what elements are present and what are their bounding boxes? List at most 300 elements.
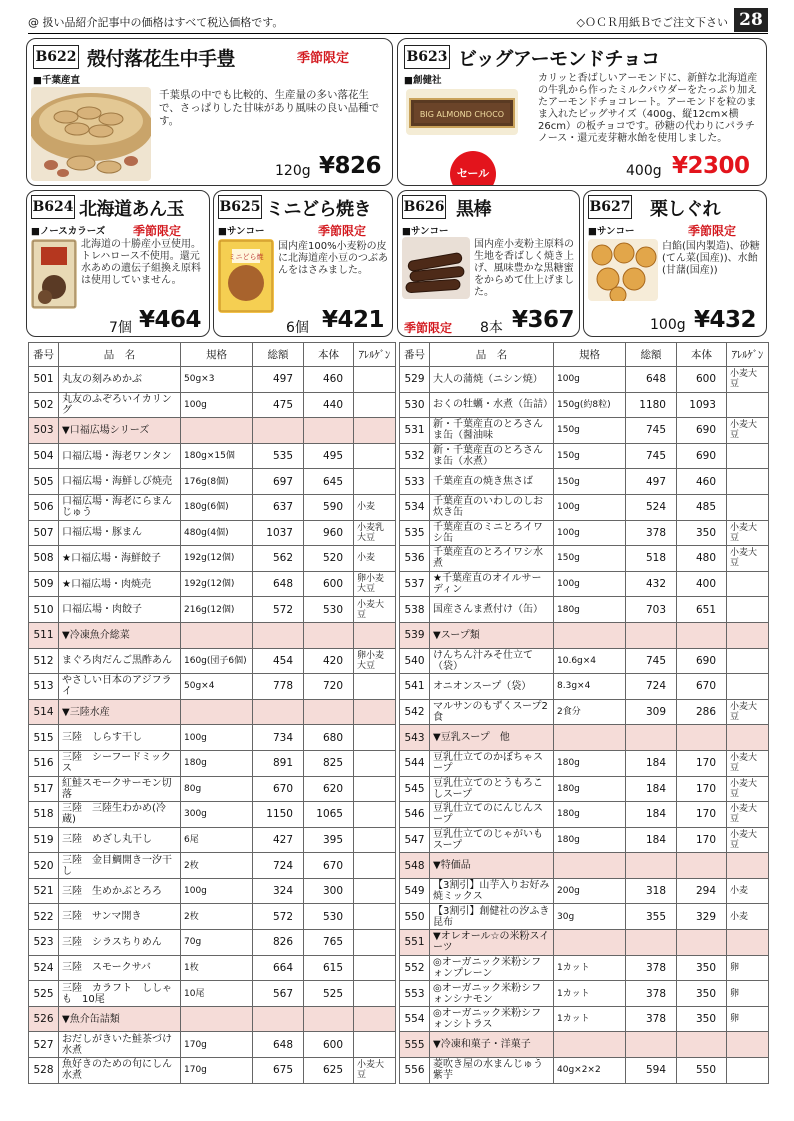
item-number: 519 — [29, 827, 59, 853]
item-number: 521 — [29, 878, 59, 904]
item-allergen — [354, 725, 396, 751]
item-total-price — [626, 622, 677, 648]
item-name: 豆乳仕立てのかぼちゃスープ — [430, 750, 554, 776]
item-name: おくの牡蠣・水煮（缶詰） — [430, 392, 554, 418]
table-row[interactable] — [400, 443, 769, 469]
table-row[interactable] — [400, 853, 769, 879]
item-base-price: 1065 — [304, 802, 354, 828]
item-name: 千葉産直のとろイワシ水煮 — [430, 546, 554, 572]
item-base-price: 170 — [677, 750, 727, 776]
table-row[interactable] — [400, 1058, 769, 1084]
product-title: 栗しぐれ — [650, 199, 720, 220]
item-name: オニオンスープ（袋） — [430, 674, 554, 700]
product-card-b623[interactable] — [397, 38, 767, 186]
table-row[interactable] — [400, 827, 769, 853]
item-allergen: 小麦大豆 — [354, 597, 396, 623]
item-base-price: 670 — [677, 674, 727, 700]
item-spec: 180g×15個 — [181, 443, 253, 469]
table-row[interactable] — [400, 750, 769, 776]
item-total-price: 378 — [626, 955, 677, 981]
kurishigure-image — [588, 239, 658, 301]
item-number: 504 — [29, 443, 59, 469]
item-total-price: 1150 — [253, 802, 304, 828]
item-base-price: 550 — [677, 1058, 727, 1084]
item-name: 三陸 めざし丸干し — [59, 827, 181, 853]
product-quantity: 120g — [275, 163, 311, 179]
kurishigure-photo — [588, 239, 658, 301]
table-row[interactable] — [29, 648, 396, 674]
item-total-price: 703 — [626, 597, 677, 623]
item-base-price — [304, 622, 354, 648]
item-name: 紅鮭スモークサーモン切落 — [59, 776, 181, 802]
item-base-price: 440 — [304, 392, 354, 418]
season-badge: 季節限定 — [133, 224, 182, 238]
table-row[interactable] — [400, 546, 769, 572]
item-number: 503 — [29, 418, 59, 444]
item-spec: 2枚 — [181, 904, 253, 930]
table-row[interactable] — [29, 546, 396, 572]
item-spec: 100g — [181, 392, 253, 418]
table-header-row — [400, 343, 769, 367]
item-allergen — [727, 1058, 769, 1084]
item-number: 507 — [29, 520, 59, 546]
item-spec: 8.3g×4 — [554, 674, 626, 700]
item-total-price: 675 — [253, 1058, 304, 1084]
item-spec: 2食分 — [554, 699, 626, 725]
item-name: 丸友の刻みめかぶ — [59, 367, 181, 393]
item-total-price: 594 — [626, 1058, 677, 1084]
item-total-price: 454 — [253, 648, 304, 674]
item-base-price: 720 — [304, 674, 354, 700]
product-code: B625 — [218, 195, 262, 219]
item-total-price: 497 — [626, 469, 677, 495]
table-row[interactable] — [29, 878, 396, 904]
table-row[interactable] — [400, 1032, 769, 1058]
product-description: 北海道の十勝産小豆使用。トレハロース不使用。還元水あめの遺伝子組換え原料は使用していません。 — [81, 239, 201, 286]
item-name: まぐろ肉だんご黒酢あん — [59, 648, 181, 674]
item-spec — [554, 1032, 626, 1058]
item-base-price: 294 — [677, 878, 727, 904]
table-row[interactable] — [29, 469, 396, 495]
table-row[interactable] — [29, 367, 396, 393]
item-number: 545 — [400, 776, 430, 802]
ocr-note: ◇ＯＣＲ用紙Ｂでご注文下さい — [576, 16, 728, 29]
product-description: 千葉県の中でも比較的、生産量の多い落花生で、さっぱりした甘味があり風味の良い品種です。 — [159, 89, 380, 127]
product-description: 国内産小麦粉主原料の生地を香ばしく焼き上げ、風味豊かな黒糖蜜をからめて仕上げました。 — [474, 239, 574, 298]
season-badge: 季節限定 — [404, 321, 453, 335]
item-name: ▼冷凍和菓子・洋菓子 — [430, 1032, 554, 1058]
item-name: 千葉産直のいわしのしお炊き缶 — [430, 494, 554, 520]
table-row[interactable] — [29, 1032, 396, 1058]
maker-label: ■ノースカラーズ — [31, 226, 106, 237]
item-number: 555 — [400, 1032, 430, 1058]
table-row[interactable] — [29, 571, 396, 597]
table-row[interactable] — [400, 367, 769, 393]
item-total-price: 648 — [626, 367, 677, 393]
header-item-base-price: 本体 — [304, 343, 354, 367]
table-row[interactable] — [400, 622, 769, 648]
item-allergen: 小麦大豆 — [727, 520, 769, 546]
item-spec: 480g(4個) — [181, 520, 253, 546]
item-total-price: 475 — [253, 392, 304, 418]
item-total-price: 637 — [253, 494, 304, 520]
product-quantity: 100g — [650, 317, 686, 333]
item-spec: 30g — [554, 904, 626, 930]
item-base-price: 485 — [677, 494, 727, 520]
item-spec: 200g — [554, 878, 626, 904]
item-base-price: 170 — [677, 802, 727, 828]
item-spec: 100g — [554, 520, 626, 546]
item-number: 538 — [400, 597, 430, 623]
item-name: 三陸 生めかぶとろろ — [59, 878, 181, 904]
product-price: ¥432 — [694, 307, 757, 333]
table-row[interactable] — [29, 520, 396, 546]
item-spec: 40g×2×2 — [554, 1058, 626, 1084]
item-name: 【3割引】山芋入りお好み焼ミックス — [430, 878, 554, 904]
item-name: 三陸 サンマ開き — [59, 904, 181, 930]
item-name: ▼スープ類 — [430, 622, 554, 648]
item-spec: 192g(12個) — [181, 571, 253, 597]
item-base-price — [304, 1006, 354, 1032]
package-text: BIG ALMOND CHOCO — [419, 110, 505, 119]
item-number: 554 — [400, 1006, 430, 1032]
item-spec: 50g×3 — [181, 367, 253, 393]
item-name: ▼三陸水産 — [59, 699, 181, 725]
table-row[interactable] — [400, 955, 769, 981]
item-allergen — [727, 392, 769, 418]
item-allergen — [354, 827, 396, 853]
item-allergen — [727, 648, 769, 674]
table-row[interactable] — [29, 827, 396, 853]
item-spec: 150g — [554, 418, 626, 444]
item-name: ◎オーガニック米粉シフォンシトラス — [430, 1006, 554, 1032]
item-allergen — [727, 494, 769, 520]
item-number: 542 — [400, 699, 430, 725]
item-base-price: 286 — [677, 699, 727, 725]
item-base-price: 300 — [304, 878, 354, 904]
item-base-price: 395 — [304, 827, 354, 853]
item-name: 三陸 カラフト ししゃも 10尾 — [59, 981, 181, 1007]
item-name: 菱吹き屋の水まんじゅう紫芋 — [430, 1058, 554, 1084]
item-base-price — [677, 853, 727, 879]
item-base-price: 690 — [677, 648, 727, 674]
item-spec: 150g — [554, 443, 626, 469]
product-quantity: 7個 — [109, 320, 132, 336]
product-card-b626[interactable] — [397, 190, 580, 337]
item-number: 512 — [29, 648, 59, 674]
table-row[interactable] — [29, 494, 396, 520]
item-base-price: 600 — [304, 1032, 354, 1058]
table-row[interactable] — [400, 520, 769, 546]
item-total-price: 724 — [253, 853, 304, 879]
item-name: けんちん汁みそ仕立て（袋） — [430, 648, 554, 674]
item-allergen — [354, 699, 396, 725]
table-row[interactable] — [29, 750, 396, 776]
item-allergen — [354, 750, 396, 776]
table-row[interactable] — [400, 802, 769, 828]
item-total-price: 572 — [253, 597, 304, 623]
header-item-spec: 規格 — [181, 343, 253, 367]
table-row[interactable] — [29, 674, 396, 700]
table-row[interactable] — [29, 776, 396, 802]
table-row[interactable] — [400, 878, 769, 904]
table-row[interactable] — [400, 571, 769, 597]
item-spec: 176g(8個) — [181, 469, 253, 495]
item-base-price: 825 — [304, 750, 354, 776]
table-row[interactable] — [29, 904, 396, 930]
item-base-price: 670 — [304, 853, 354, 879]
item-name: 口福広場・海老ワンタン — [59, 443, 181, 469]
item-base-price: 460 — [677, 469, 727, 495]
item-name: 口福広場・豚まん — [59, 520, 181, 546]
item-spec: 180g — [554, 750, 626, 776]
item-allergen: 小麦大豆 — [727, 418, 769, 444]
header-item-total-price: 総額 — [626, 343, 677, 367]
item-name: ▼オレオール☆の米粉スイーツ — [430, 930, 554, 956]
item-number: 522 — [29, 904, 59, 930]
product-code: B627 — [588, 195, 632, 219]
table-row[interactable] — [400, 494, 769, 520]
item-base-price — [677, 725, 727, 751]
product-description: カリッと香ばしいアーモンドに、新鮮な北海道産の牛乳から作ったミルクパウダーをたっぷり加えたアーモンドチョコレート。アーモンドを粒のまま入れたビッグサイズ（400g、縦12cm×横26cm）の板チョコです。砂糖の代わりにパラチノース・還元麦芽糖水飴を使用しました。 — [538, 73, 758, 144]
item-base-price: 680 — [304, 725, 354, 751]
table-row[interactable] — [400, 1006, 769, 1032]
item-number: 529 — [400, 367, 430, 393]
item-name: やさしい日本のアジフライ — [59, 674, 181, 700]
item-name: 三陸 シーフードミックス — [59, 750, 181, 776]
item-name: 三陸 シラスちりめん — [59, 930, 181, 956]
item-total-price — [253, 699, 304, 725]
item-spec: 160g(団子6個) — [181, 648, 253, 674]
item-number: 552 — [400, 955, 430, 981]
item-allergen — [354, 674, 396, 700]
item-base-price: 960 — [304, 520, 354, 546]
product-card-b625[interactable] — [213, 190, 393, 337]
table-row[interactable] — [400, 418, 769, 444]
item-base-price: 495 — [304, 443, 354, 469]
item-allergen: 小麦乳大豆 — [354, 520, 396, 546]
item-name: 【3割引】創健社の汐ふき昆布 — [430, 904, 554, 930]
table-row[interactable] — [29, 930, 396, 956]
anpan-photo — [31, 239, 77, 309]
table-row[interactable] — [400, 904, 769, 930]
item-total-price — [253, 622, 304, 648]
table-row[interactable] — [29, 1006, 396, 1032]
item-spec: 180g — [554, 776, 626, 802]
peanut-photo — [31, 87, 151, 181]
item-spec: 1カット — [554, 1006, 626, 1032]
item-spec: 100g — [181, 878, 253, 904]
header-item-allergen: ｱﾚﾙｹﾞﾝ — [727, 343, 769, 367]
item-allergen — [354, 955, 396, 981]
table-row[interactable] — [29, 622, 396, 648]
item-base-price: 765 — [304, 930, 354, 956]
item-name: ◎オーガニック米粉シフォンプレーン — [430, 955, 554, 981]
item-name: ★口福広場・海鮮餃子 — [59, 546, 181, 572]
table-row[interactable] — [29, 1058, 396, 1084]
product-quantity: 400g — [626, 163, 662, 179]
item-name: おだしがきいた鮭茶づけ水煮 — [59, 1032, 181, 1058]
item-base-price: 625 — [304, 1058, 354, 1084]
item-name: 豆乳仕立てのにんじんスープ — [430, 802, 554, 828]
table-row[interactable] — [400, 597, 769, 623]
table-row[interactable] — [400, 930, 769, 956]
item-total-price — [626, 725, 677, 751]
chocolate-package-image — [406, 89, 518, 135]
item-spec — [181, 1006, 253, 1032]
table-row[interactable] — [29, 418, 396, 444]
table-row[interactable] — [29, 392, 396, 418]
item-total-price: 524 — [626, 494, 677, 520]
item-allergen: 小麦大豆 — [727, 750, 769, 776]
product-card-b622[interactable] — [26, 38, 393, 186]
item-name: 新・千葉産直のとろさんま缶（醤油味 — [430, 418, 554, 444]
item-name: 魚好きのための旬にしん水煮 — [59, 1058, 181, 1084]
item-number: 505 — [29, 469, 59, 495]
item-spec: 150g — [554, 469, 626, 495]
item-number: 531 — [400, 418, 430, 444]
table-row[interactable] — [400, 674, 769, 700]
item-spec: 50g×4 — [181, 674, 253, 700]
item-name: 口福広場・海老にらまんじゅう — [59, 494, 181, 520]
item-base-price: 1093 — [677, 392, 727, 418]
item-total-price — [253, 1006, 304, 1032]
item-name: 三陸 スモークサバ — [59, 955, 181, 981]
item-name: ◎オーガニック米粉シフォンシナモン — [430, 981, 554, 1007]
product-code: B624 — [31, 195, 75, 219]
item-allergen — [354, 981, 396, 1007]
item-spec — [554, 725, 626, 751]
product-price: ¥826 — [319, 153, 382, 179]
item-base-price: 620 — [304, 776, 354, 802]
header-item-base-price: 本体 — [677, 343, 727, 367]
anpan-image — [31, 239, 77, 309]
item-total-price — [626, 853, 677, 879]
product-quantity: 8本 — [480, 320, 503, 336]
item-number: 518 — [29, 802, 59, 828]
item-name: 千葉産直の焼き焦さば — [430, 469, 554, 495]
item-spec: 180g — [554, 827, 626, 853]
item-total-price: 734 — [253, 725, 304, 751]
product-description: 白餡(国内製造)、砂糖(てん菜(国産))、水飴(甘藷(国産)) — [662, 241, 760, 276]
product-title: ミニどら焼き — [266, 199, 371, 220]
item-base-price — [304, 699, 354, 725]
table-row[interactable] — [29, 699, 396, 725]
item-base-price: 350 — [677, 520, 727, 546]
table-row[interactable] — [400, 981, 769, 1007]
header-item-number: 番号 — [400, 343, 430, 367]
item-spec — [181, 699, 253, 725]
item-number: 513 — [29, 674, 59, 700]
item-allergen — [354, 930, 396, 956]
table-row[interactable] — [29, 853, 396, 879]
item-allergen: 小麦大豆 — [727, 546, 769, 572]
item-allergen — [354, 904, 396, 930]
item-spec: 1カット — [554, 981, 626, 1007]
item-base-price: 170 — [677, 827, 727, 853]
item-allergen: 卵小麦大豆 — [354, 571, 396, 597]
item-allergen: 小麦大豆 — [727, 699, 769, 725]
item-allergen — [727, 571, 769, 597]
table-row[interactable] — [400, 648, 769, 674]
item-number: 506 — [29, 494, 59, 520]
table-row[interactable] — [29, 725, 396, 751]
header-item-number: 番号 — [29, 343, 59, 367]
product-card-b624[interactable] — [26, 190, 210, 337]
table-row[interactable] — [29, 443, 396, 469]
order-table-right — [399, 342, 769, 1084]
item-number: 530 — [400, 392, 430, 418]
item-total-price: 184 — [626, 750, 677, 776]
item-allergen — [727, 930, 769, 956]
item-number: 548 — [400, 853, 430, 879]
maker-label: ■創健社 — [404, 75, 442, 86]
item-total-price: 518 — [626, 546, 677, 572]
item-base-price — [677, 930, 727, 956]
item-number: 532 — [400, 443, 430, 469]
maker-label: ■千葉産直 — [33, 75, 80, 86]
table-row[interactable] — [29, 597, 396, 623]
item-number: 510 — [29, 597, 59, 623]
table-row[interactable] — [400, 776, 769, 802]
item-allergen — [354, 622, 396, 648]
product-card-b627[interactable] — [583, 190, 767, 337]
item-allergen — [354, 443, 396, 469]
item-allergen — [727, 597, 769, 623]
item-name: 口福広場・肉餃子 — [59, 597, 181, 623]
table-row[interactable] — [29, 955, 396, 981]
item-name: ▼豆乳スープ 他 — [430, 725, 554, 751]
table-row[interactable] — [400, 699, 769, 725]
product-price: ¥367 — [512, 307, 575, 333]
item-spec: 100g — [554, 571, 626, 597]
table-row[interactable] — [29, 981, 396, 1007]
product-title: 北海道あん玉 — [79, 199, 184, 220]
item-allergen — [354, 469, 396, 495]
item-allergen: 小麦大豆 — [727, 802, 769, 828]
item-number: 544 — [400, 750, 430, 776]
page-header — [28, 8, 768, 34]
item-total-price: 745 — [626, 418, 677, 444]
table-row[interactable] — [400, 725, 769, 751]
item-number: 539 — [400, 622, 430, 648]
item-total-price: 664 — [253, 955, 304, 981]
item-spec: 1カット — [554, 955, 626, 981]
table-row[interactable] — [400, 392, 769, 418]
item-name: ▼特価品 — [430, 853, 554, 879]
item-spec: 150g — [554, 546, 626, 572]
item-base-price — [677, 622, 727, 648]
item-allergen — [354, 802, 396, 828]
item-number: 527 — [29, 1032, 59, 1058]
item-name: 豆乳仕立てのじゃがいもスープ — [430, 827, 554, 853]
order-table-left — [28, 342, 396, 1084]
item-total-price: 778 — [253, 674, 304, 700]
item-number: 511 — [29, 622, 59, 648]
item-total-price: 697 — [253, 469, 304, 495]
item-spec: 216g(12個) — [181, 597, 253, 623]
item-name: 三陸 しらす干し — [59, 725, 181, 751]
table-row[interactable] — [29, 802, 396, 828]
item-allergen — [354, 853, 396, 879]
item-name: 国産さんま煮付け（缶） — [430, 597, 554, 623]
item-spec: 2枚 — [181, 853, 253, 879]
item-allergen — [354, 776, 396, 802]
table-row[interactable] — [400, 469, 769, 495]
item-number: 501 — [29, 367, 59, 393]
product-description: 国内産100%小麦粉の皮に北海道産小豆のつぶあんをはさみました。 — [278, 241, 388, 276]
header-item-allergen: ｱﾚﾙｹﾞﾝ — [354, 343, 396, 367]
